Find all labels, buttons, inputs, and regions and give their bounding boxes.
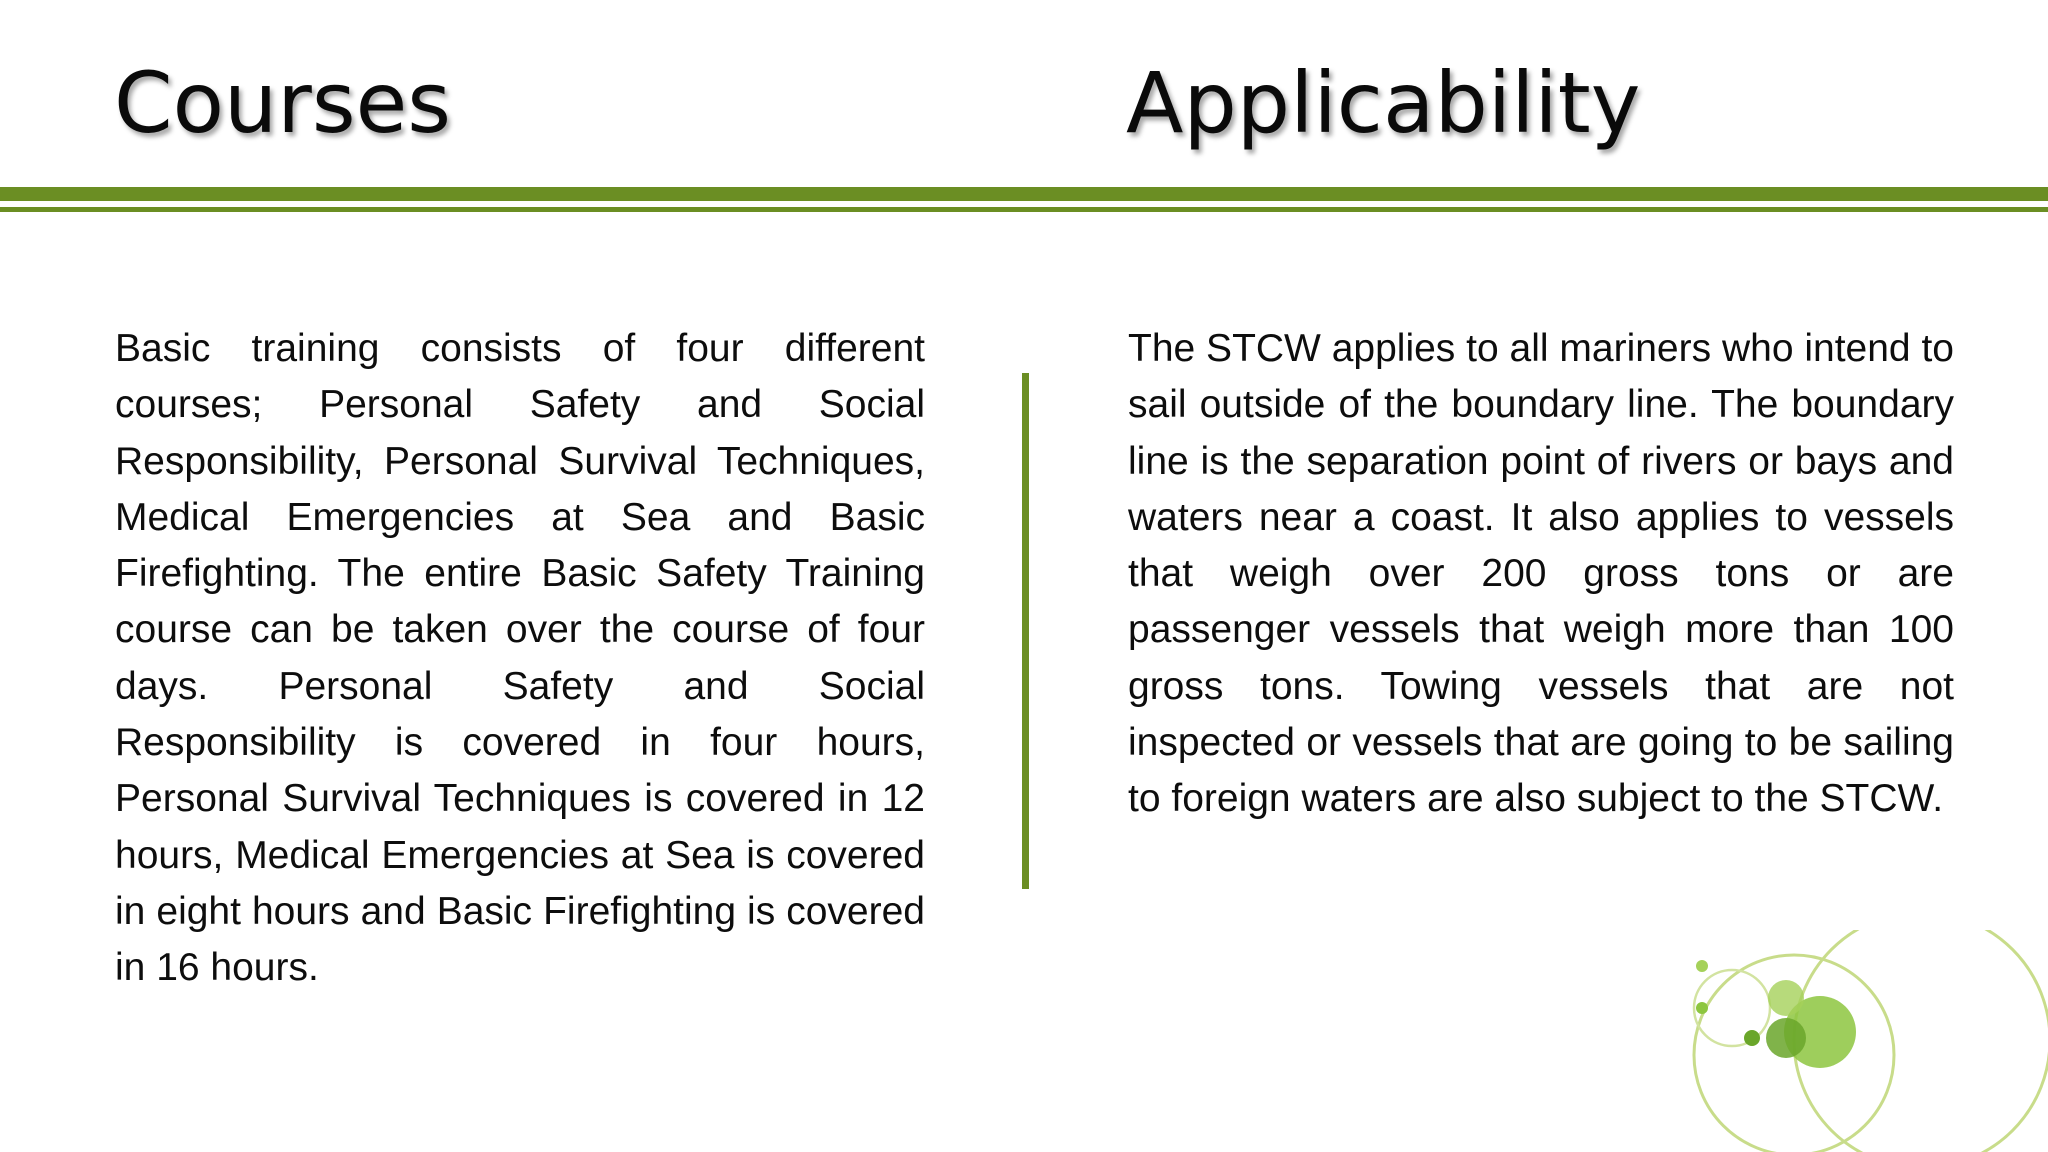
header-rule-thin bbox=[0, 207, 2048, 212]
ornament-fill-medium bbox=[1766, 1018, 1806, 1058]
ornament-fill-top bbox=[1768, 980, 1804, 1016]
green-circles-ornament bbox=[1660, 930, 2048, 1152]
header-rule-thick bbox=[0, 187, 2048, 201]
applicability-body-text: The STCW applies to all mariners who intend to sail outside of the boundary line. The boundary line is the separation point of rivers or bays and waters near a coast. It also applies to vessels that weigh over 200 gross tons or are passenger vessels that weigh more than 100 gross tons. Towing vessels that are not inspected or vessels that are going to be sailing to foreign waters are also subject to the STCW. bbox=[1128, 327, 1954, 821]
courses-body-text: Basic training consists of four different courses; Personal Safety and Social Responsibility, Personal Survival Techniques, Medical Emergencies at Sea and Basic Firefighting. The entire Basic Safety Training course can be taken over the course of four days. Personal Safety and Social Responsibility is covered in four hours, Personal Survival Techniques is covered in 12 hours, Medical Emergencies at Sea is covered in eight hours and Basic Firefighting is covered in 16 hours. bbox=[115, 327, 925, 990]
applicability-heading: Applicability bbox=[1126, 54, 1641, 152]
ornament-dot-2 bbox=[1696, 1002, 1708, 1014]
ornament-dot-1 bbox=[1696, 960, 1708, 972]
column-divider bbox=[1022, 373, 1029, 889]
courses-heading: Courses bbox=[114, 54, 452, 152]
ornament-dot-3 bbox=[1744, 1030, 1760, 1046]
